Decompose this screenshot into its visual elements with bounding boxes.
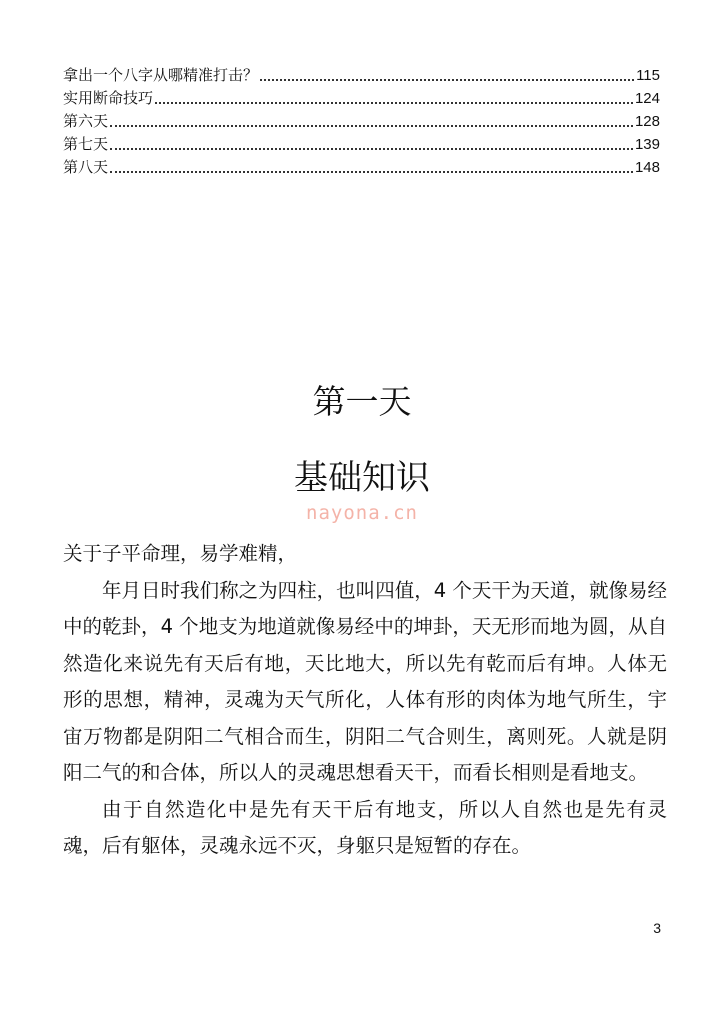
table-of-contents (63, 64, 660, 179)
toc-entry[interactable] (63, 156, 660, 179)
paragraph: 关于子平命理，易学难精， (63, 542, 298, 565)
toc-entry-page: 115 (636, 67, 660, 84)
toc-dot-leader (155, 102, 633, 104)
toc-entry-page: 148 (634, 159, 660, 176)
toc-entry[interactable] (63, 133, 660, 156)
body-text (63, 536, 667, 865)
page-number: 3 (653, 920, 661, 936)
toc-entry-page: 139 (634, 136, 660, 153)
paragraph: 由于自然造化中是先有天干后有地支，所以人自然也是先有灵魂，后有躯体，灵魂永远不灭，身躯只是短暂的存在。 (63, 797, 667, 857)
toc-entry-title: 实用断命技巧 (63, 89, 154, 107)
chapter-title: 第一天 (312, 382, 412, 421)
toc-entry[interactable] (63, 110, 660, 133)
toc-entry-page: 124 (634, 90, 660, 107)
toc-entry-title: 拿出一个八字从哪精准打击？ (63, 66, 259, 84)
toc-dot-leader (260, 79, 634, 81)
toc-entry[interactable] (63, 64, 660, 87)
toc-entry-page: 128 (634, 113, 660, 130)
toc-entry-title: 第八天 (63, 158, 109, 176)
toc-entry-title: 第六天 (63, 112, 109, 130)
watermark-text: nayona.cn (306, 502, 418, 524)
toc-dot-leader (110, 125, 633, 127)
toc-entry[interactable] (63, 87, 660, 110)
paragraph: 年月日时我们称之为四柱，也叫四值，4 个天干为天道，就像易经中的乾卦，4 个地支为地道就像易经中的坤卦，天无形而地为圆，从自然造化来说先有天后有地，天比地大，所以先有乾而后有坤。人体无形的思想，精神，灵魂为天气所化，人体有形的肉体为地气所生，宇宙万物都是阴阳二气相合而生，阴阳二气合则生，离则死。人就是阴阳二气的和合体，所以人的灵魂思想看天干，而看长相则是看地支。 (63, 578, 667, 784)
toc-entry-title: 第七天 (63, 135, 109, 153)
section-title: 基础知识 (294, 458, 430, 498)
toc-dot-leader (110, 148, 633, 150)
toc-dot-leader (110, 171, 633, 173)
